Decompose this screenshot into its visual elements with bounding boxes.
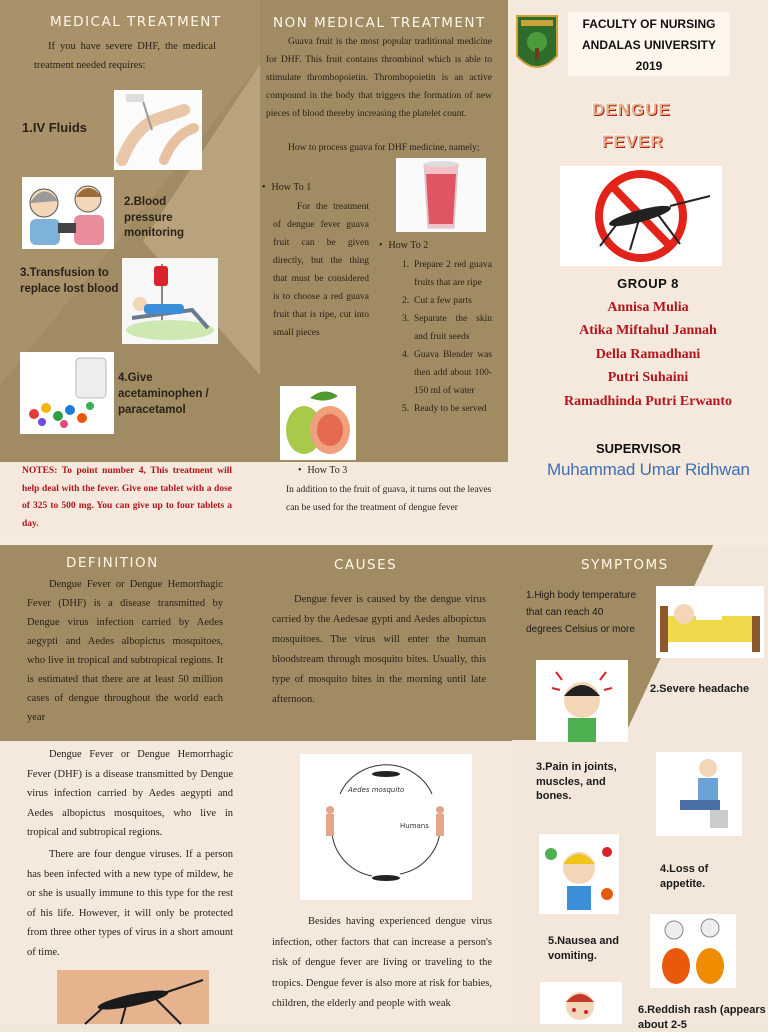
how-to-2-step: 4. Guava Blender was then add about 100-150 ml of water	[402, 350, 492, 396]
headache-image	[536, 660, 628, 742]
how-to-2-step: 5. Ready to be served	[402, 404, 487, 414]
causes-p1: Dengue fever is caused by the dengue virus carried by the Aedesae gypti and Aedes albopictus mosquitoes. The virus will enter the human bloodstream through mosquito bites. Usually, this type of mosquito bites in the morning until late afternoon.	[272, 594, 486, 705]
definition-p2: Dengue Fever or Dengue Hemorrhagic Fever (DHF) is a disease transmitted by Dengue virus infection carried by Aedes aegypti and Aedes albopictus mosquitoes, who live in tropical and subtropical regions.	[27, 749, 233, 838]
university-logo	[513, 14, 561, 78]
group-member: Ramadhinda Putri Erwanto	[563, 393, 733, 409]
no-mosquito-image	[560, 166, 722, 266]
faculty-box	[568, 12, 730, 76]
symptom-loss-appetite: 4.Loss of appetite.	[660, 863, 709, 890]
how-to-3-bullet	[298, 465, 347, 476]
group-member: Annisa Mulia	[607, 299, 689, 315]
guava-juice-image	[396, 158, 486, 232]
how-to-1-bullet	[262, 182, 311, 193]
symptom-rash: 6.Reddish rash (appears about 2-5	[638, 1004, 766, 1031]
faculty-line1: FACULTY OF NURSING	[582, 17, 716, 31]
guava-intro: Guava fruit is the most popular traditional medicine for DHF. This fruit contains thrombinol which is able to stimulate thrombopoietin. Thrombopoietin is an active compound in the body that triggers the formation of new pieces of blood thereby increasing the platelet count.	[266, 37, 492, 119]
mosquito-bite-image	[57, 970, 209, 1024]
how-to-2-step: 3. Separate the skin and fruit seeds	[402, 314, 492, 342]
rash-image	[540, 982, 622, 1024]
transmission-cycle-diagram	[300, 754, 472, 900]
definition-p1: Dengue Fever or Dengue Hemorrhagic Fever (DHF) is a disease transmitted by Dengue virus infection carried by Aedes aegypti and Aedes albopictus mosquitoes, who live in tropical and subtropical regions. It is estimated that there are at least 50 million cases of dengue throughout the world each year	[27, 579, 223, 723]
diagram-label-humans: Humans	[400, 822, 429, 830]
supervisor-label: SUPERVISOR	[596, 441, 682, 456]
joint-pain-image	[656, 752, 742, 836]
nonmedical-title: NON MEDICAL TREATMENT	[273, 15, 486, 31]
pills-image	[20, 352, 114, 434]
treatment-notes: NOTES: To point number 4, This treatment will help deal with the fever. Give one tablet with a dose of 325 to 500 mg. You can give up to four tablets a day.	[22, 466, 232, 529]
treatment-iv-fluids: 1.IV Fluids	[22, 120, 88, 135]
faculty-line2: ANDALAS UNIVERSITY	[581, 38, 716, 52]
symptom-fever: 1.High body temperature that can reach 40 degrees Celsius or more	[526, 590, 637, 635]
guava-process-intro: How to process guava for DHF medicine, namely;	[288, 143, 480, 153]
how-to-2-steps	[402, 256, 492, 418]
group-member: Putri Suhaini	[607, 370, 689, 385]
cover-title-line2: FEVER	[602, 132, 664, 151]
how-to-2-bullet	[379, 240, 428, 251]
cover-title-line1: DENGUE	[592, 100, 671, 119]
group-label: GROUP 8	[617, 276, 679, 291]
how-to-2-label: • How To 2	[379, 240, 428, 251]
how-to-2-step: 2. Cut a few parts	[402, 296, 472, 306]
symptom-headache: 2.Severe headache	[650, 683, 750, 695]
causes-title: CAUSES	[334, 557, 398, 573]
fever-bed-image	[656, 586, 764, 658]
symptom-joint-pain: 3.Pain in joints, muscles, and bones.	[536, 761, 617, 802]
page-divider	[0, 536, 768, 545]
how-to-1-label: • How To 1	[262, 182, 311, 193]
supervisor-name: Muhammad Umar Ridhwan	[547, 460, 750, 479]
symptoms-title: SYMPTOMS	[581, 557, 669, 573]
treatment-paracetamol: 4.Give acetaminophen / paracetamol	[118, 372, 209, 416]
treatment-transfusion: 3.Transfusion to replace lost blood	[20, 267, 119, 295]
definition-p3: There are four dengue viruses. If a person has been infected with a new type of mildew, he or she is usually immune to this type for the rest of his life. However, it will only be protected from three other types of virus in a short amount of time.	[27, 849, 233, 958]
medical-intro: If you have severe DHF, the medical treatment needed requires:	[34, 41, 216, 71]
guava-fruit-image	[280, 386, 356, 460]
iv-fluids-image	[114, 90, 202, 170]
how-to-3-label: • How To 3	[298, 465, 347, 476]
group-member: Della Ramadhani	[595, 346, 701, 362]
group-block	[558, 272, 738, 413]
treatment-blood-pressure: 2.Blood pressure monitoring	[124, 196, 185, 239]
how-to-2-step: 1. Prepare 2 red guava fruits that are ripe	[402, 260, 492, 288]
definition-title: DEFINITION	[66, 555, 159, 571]
faculty-year: 2019	[635, 59, 663, 73]
nausea-image	[650, 914, 736, 988]
causes-p2: Besides having experienced dengue virus infection, other factors that can increase a person's risk of dengue fever are living or traveling to the tropics. Dengue fever is also more at risk for babies, children, the elderly and people with weak	[272, 916, 492, 1009]
loss-appetite-image	[539, 834, 619, 914]
medical-title: MEDICAL TREATMENT	[50, 14, 222, 30]
diagram-label-mosquito: Aedes mosquito	[348, 786, 405, 794]
how-to-3-text: In addition to the fruit of guava, it turns out the leaves can be used for the treatment of dengue fever	[286, 485, 492, 513]
group-member: Atika Miftahul Jannah	[579, 323, 717, 338]
blood-pressure-image	[22, 177, 114, 249]
transfusion-image	[122, 258, 218, 344]
symptom-nausea: 5.Nausea and vomiting.	[548, 935, 619, 962]
how-to-1-text: For the treatment of dengue fever guava fruit can be given directly, but the thing that must be considered is to choose a red guava fruit that is ripe, cut into small pieces	[273, 202, 369, 338]
